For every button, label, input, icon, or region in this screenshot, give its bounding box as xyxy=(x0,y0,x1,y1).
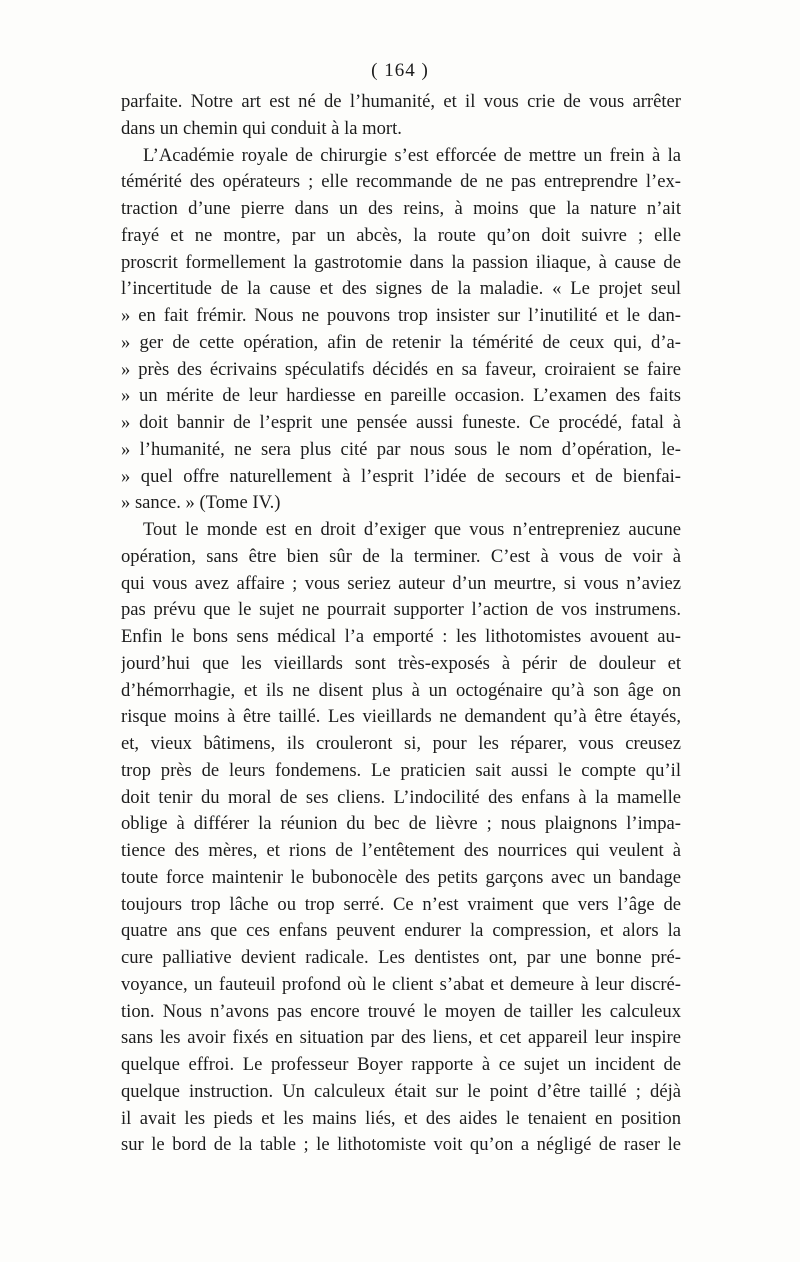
text-line: tion. Nous n’avons pas encore trouvé le moyen de tailler les calculeux xyxy=(121,1000,681,1022)
text-line: quelque instruction. Un calculeux était sur le point d’être taillé ; déjà xyxy=(121,1080,681,1102)
text-line: » près des écrivains spéculatifs décidés en sa faveur, croiraient se faire xyxy=(121,358,681,380)
text-line: témérité des opérateurs ; elle recommande de ne pas entreprendre l’ex- xyxy=(121,171,681,193)
text-line: traction d’une pierre dans un des reins, à moins que la nature n’ait xyxy=(121,198,681,219)
text-line: toujours trop lâche ou trop serré. Ce n’est vraiment que vers l’âge de xyxy=(121,893,681,915)
text-line: dans un chemin qui conduit à la mort. xyxy=(121,117,402,139)
text-line: proscrit formellement la gastrotomie dans la passion iliaque, à cause de xyxy=(121,251,681,273)
text-line: » en fait frémir. Nous ne pouvons trop insister sur l’inutilité et le dan- xyxy=(121,305,681,326)
text-line: sur le bord de la table ; le lithotomiste voit qu’on a négligé de raser le xyxy=(121,1134,681,1156)
text-line: voyance, un fauteuil profond où le client s’abat et demeure à leur discré- xyxy=(121,973,681,995)
text-line: risque moins à être taillé. Les vieillards ne demandent qu’à être étayés, xyxy=(121,706,681,728)
text-line: oblige à différer la réunion du bec de lièvre ; nous plaignons l’impa- xyxy=(121,813,681,835)
text-line: quatre ans que ces enfans peuvent endurer la compression, et alors la xyxy=(121,920,681,942)
text-line: opération, sans être bien sûr de la terminer. C’est à vous de voir à xyxy=(121,545,681,567)
text-line: quelque effroi. Le professeur Boyer rapporte à ce sujet un incident de xyxy=(121,1054,681,1075)
text-line: trop près de leurs fondemens. Le praticien sait aussi le compte qu’il xyxy=(121,759,681,781)
text-line: toute force maintenir le bubonocèle des petits garçons avec un bandage xyxy=(121,866,681,888)
text-line: qui vous avez affaire ; vous seriez auteur d’un meurtre, si vous n’aviez xyxy=(121,572,681,594)
text-line: cure palliative devient radicale. Les dentistes ont, par une bonne pré- xyxy=(121,947,681,968)
text-line: jourd’hui que les vieillards sont très-exposés à périr de douleur et xyxy=(121,652,681,674)
text-line: sans les avoir fixés en situation par des liens, et cet appareil leur inspire xyxy=(121,1027,681,1049)
text-line: il avait les pieds et les mains liés, et des aides le tenaient en position xyxy=(121,1107,681,1129)
text-line: d’hémorrhagie, et ils ne disent plus à un octogénaire qu’à son âge on xyxy=(121,679,681,701)
text-line: » l’humanité, ne sera plus cité par nous sous le nom d’opération, le- xyxy=(121,438,681,460)
text-line: parfaite. Notre art est né de l’humanité, et il vous crie de vous arrêter xyxy=(121,91,681,112)
text-line: L’Académie royale de chirurgie s’est efforcée de mettre un frein à la xyxy=(143,144,681,166)
text-line: doit tenir du moral de ses cliens. L’indocilité des enfans à la mamelle xyxy=(121,786,681,808)
body-text xyxy=(121,89,681,1159)
text-line: tience des mères, et rions de l’entêtement des nourrices qui veulent à xyxy=(121,840,681,861)
text-line: » un mérite de leur hardiesse en pareille occasion. L’examen des faits xyxy=(121,385,681,407)
page-number: ( 164 ) xyxy=(371,60,429,81)
text-line: Tout le monde est en droit d’exiger que vous n’entrepreniez aucune xyxy=(143,519,681,540)
text-line: et, vieux bâtimens, ils crouleront si, pour les réparer, vous creusez xyxy=(121,733,681,754)
text-line: pas prévu que le sujet ne pourrait supporter l’action de vos instrumens. xyxy=(121,599,681,621)
text-line: » doit bannir de l’esprit une pensée aussi funeste. Ce procédé, fatal à xyxy=(121,412,681,433)
text-line: l’incertitude de la cause et des signes de la maladie. « Le projet seul xyxy=(121,278,681,300)
text-line: frayé et ne montre, par un abcès, la route qu’on doit suivre ; elle xyxy=(121,224,681,246)
text-line: » quel offre naturellement à l’esprit l’idée de secours et de bienfai- xyxy=(121,465,681,487)
text-line: » ger de cette opération, afin de retenir la témérité de ceux qui, d’a- xyxy=(121,331,681,353)
text-line: Enfin le bons sens médical l’a emporté : les lithotomistes avouent au- xyxy=(121,626,681,647)
text-line: » sance. » (Tome IV.) xyxy=(121,492,281,514)
